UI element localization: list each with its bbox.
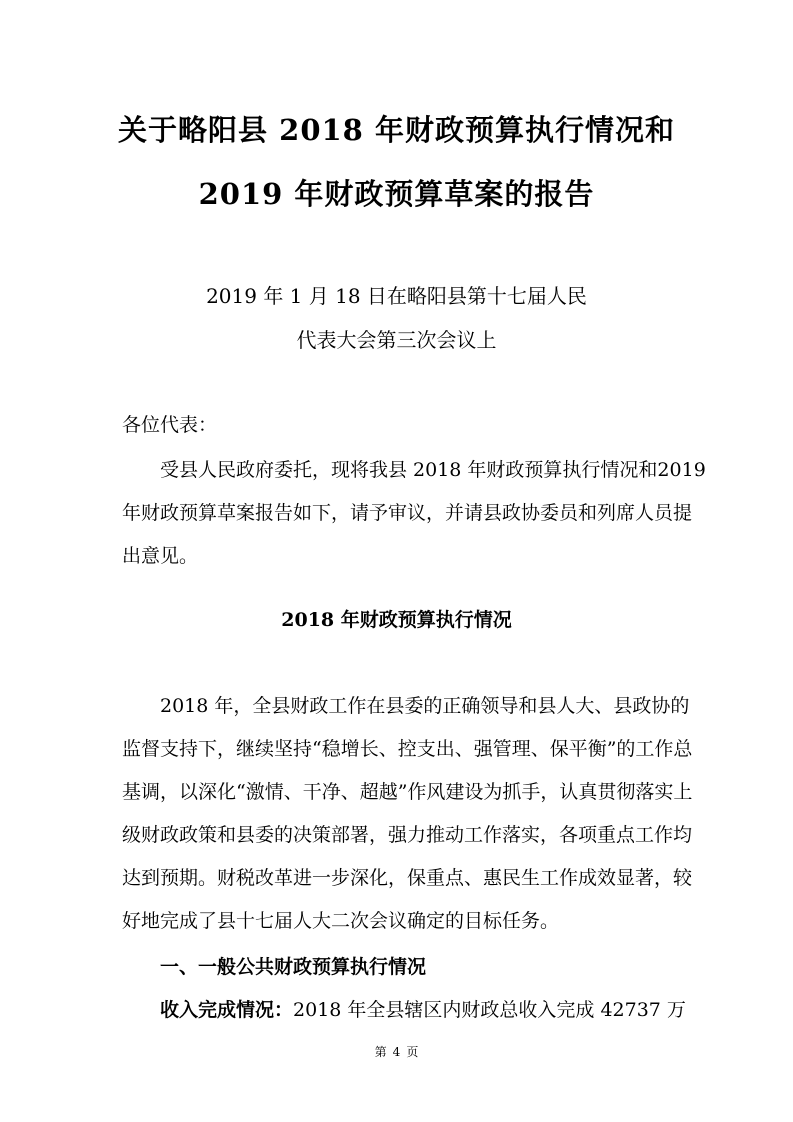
income-label: 收入完成情况： — [160, 999, 294, 1021]
document-title-line-1: 关于略阳县 2018 年财政预算执行情况和 — [118, 113, 675, 147]
income-text: 2018 年全县辖区内财政总收入完成 42737 万 — [293, 999, 686, 1021]
intro-line-1: 受县人民政府委托，现将我县 2018 年财政预算执行情况和2019 — [160, 459, 706, 481]
body-line-1: 2018 年，全县财政工作在县委的正确领导和县人大、县政协的 — [160, 695, 690, 717]
income-paragraph-line-1 — [160, 995, 686, 1022]
body-line-2: 监督支持下，继续坚持“稳增长、控支出、强管理、保平衡”的工作总 — [122, 738, 693, 760]
footer-suffix: 页 — [406, 1045, 419, 1059]
body-line-5: 达到预期。财税改革进一步深化，保重点、惠民生工作成效显著，较 — [122, 867, 693, 889]
page-number: 4 — [392, 1045, 401, 1059]
intro-line-2: 年财政预算草案报告如下，请予审议，并请县政协委员和列席人员提 — [122, 502, 693, 524]
subheading-general-budget: 一、一般公共财政预算执行情况 — [160, 956, 427, 978]
body-line-6: 好地完成了县十七届人大二次会议确定的目标任务。 — [122, 910, 560, 932]
document-subtitle-line-1: 2019 年 1 月 18 日在略阳县第十七届人民 — [206, 284, 587, 308]
document-title-line-2: 2019 年财政预算草案的报告 — [198, 177, 595, 211]
salutation: 各位代表： — [122, 414, 218, 436]
footer-prefix: 第 — [374, 1045, 387, 1059]
body-line-4: 级财政政策和县委的决策部署，强力推动工作落实，各项重点工作均 — [122, 824, 693, 846]
page-footer — [0, 1043, 793, 1060]
body-line-3: 基调，以深化“激情、干净、超越”作风建设为抓手，认真贯彻落实上 — [122, 781, 693, 803]
section-heading: 2018 年财政预算执行情况 — [281, 609, 512, 631]
intro-line-3: 出意见。 — [122, 545, 199, 567]
document-subtitle-line-2: 代表大会第三次会议上 — [296, 328, 497, 352]
